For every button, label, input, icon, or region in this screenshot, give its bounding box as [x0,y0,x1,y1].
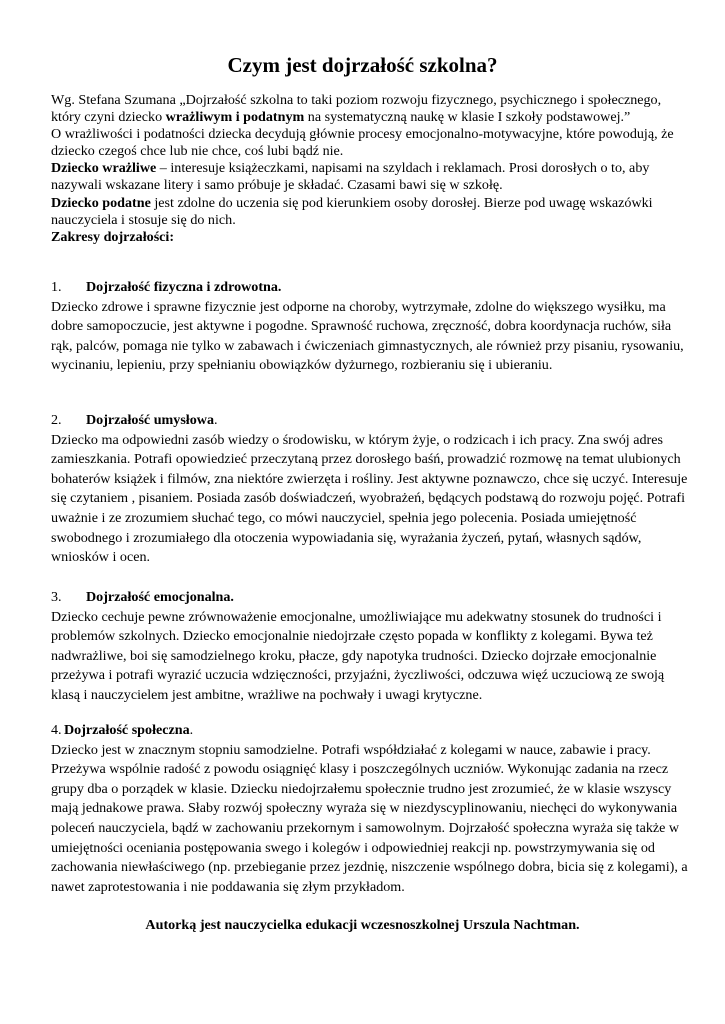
section-number: 1. [51,279,62,295]
section-emotional [51,588,691,706]
receptive-child-desc: jest zdolne do uczenia się pod kierunkiem osoby dorosłej. Bierze pod uwagę wskazówki nauczyciela i stosuje się do nich. [51,194,653,228]
section-physical [51,278,691,376]
section-heading-text: Dojrzałość emocjonalna. [86,589,234,605]
section-mental [51,411,691,568]
section-heading-text: Dojrzałość fizyczna i zdrowotna. [86,279,282,295]
sensitive-child-desc: – interesuje książeczkami, napisami na szyldach i reklamach. Prosi dorosłych o to, aby nazywali wskazane litery i samo próbuje je składać. Czasami bawi się w szkołę. [51,160,650,194]
section-number: 4. [51,722,62,738]
intro-block [51,92,691,246]
section-number: 3. [51,589,62,605]
section-body: Dziecko ma odpowiedni zasób wiedzy o środowisku, w którym żyje, o rodzicach i ich pracy. Zna swój adres zamieszkania. Potrafi opowiedzieć przeczytaną przez dorosłego baśń, prowadzić rozmowę na temat ulubionych bohaterów książek i filmów, zna niektóre zwierzęta i rośliny. Jest aktywne poznawczo, chce się uczyć. Interesuje się czytaniem , pisaniem. Posiada zasób doświadczeń, wyobrażeń, będących podstawą do rozwoju pojęć. Potrafi uważnie i ze zrozumiem słuchać tego, co mówi nauczyciel, spełnia jego polecenia. Posiada umiejętność swobodnego i zrozumiałego dla otoczenia wypowiadania się, wyrażania życzeń, pytań, własnych sądów, wniosków i ocen. [51,431,688,566]
sensitive-child-term: Dziecko wrażliwe [51,160,157,177]
section-heading [51,278,691,298]
section-heading-suffix: . [189,722,194,738]
intro-receptive-child [51,195,691,229]
receptive-child-term: Dziecko podatne [51,194,151,211]
intro-processes: O wrażliwości i podatności dziecka decydują głównie procesy emocjonalno-motywacyjne, które powodują, że dziecko czegoś chce lub nie chce, coś lubi bądź nie. [51,126,674,160]
section-heading-suffix: . [214,412,218,428]
section-heading [51,721,691,741]
intro-definition-end: na systematyczną naukę w klasie I szkoły podstawowej.” [304,109,631,126]
section-heading-text: Dojrzałość społeczna [64,722,190,738]
section-heading-text: Dojrzałość umysłowa [86,412,214,428]
section-heading [51,588,691,608]
section-heading [51,411,691,431]
ranges-heading [51,229,691,246]
intro-definition-emphasis: wrażliwym i podatnym [165,109,305,126]
author-footer: Autorką jest nauczycielka edukacji wczesnoszkolnej Urszula Nachtman. [145,917,580,933]
section-body: Dziecko jest w znacznym stopniu samodzielne. Potrafi współdziałać z kolegami w nauce, zabawie i pracy. Przeżywa wspólnie radość z powodu osiągnięć klasy i poszczególnych uczniów. Wykonując zadania na rzecz grupy dba o porządek w klasie. Dziecku niedojrzałemu społecznie trudno jest zrozumieć, że w klasie wszyscy mają jednakowe prawa. Słaby rozwój społeczny wyraża się w niezdyscyplinowaniu, niechęci do wykonywania poleceń nauczyciela, bądź w zachowaniu przekornym i samowolnym. Dojrzałość społeczna wyraża się także w umiejętności oceniania postępowania swego i kolegów i odpowiedniej reakcji np. powstrzymywania się od zachowania niewłaściwego (np. przebieganie przez jezdnię, niszczenie wspólnego dobra, bicia się z kolegami), a nawet zaprotestowania i nie poddawania się złym przykładom. [51,741,688,895]
intro-definition [51,92,691,126]
page-title: Czym jest dojrzałość szkolna? [227,53,498,77]
intro-sensitive-child [51,160,691,194]
section-social [51,721,691,897]
section-body: Dziecko cechuje pewne zrównoważenie emocjonalne, umożliwiające mu adekwatny stosunek do trudności i problemów szkolnych. Dziecko emocjonalnie niedojrzałe często popada w konflikty z kolegami. Bywa też nadwrażliwe, boi się samodzielnego kroku, płacze, gdy napotyka trudności. Dziecko dojrzałe emocjonalnie przeżywa i potrafi wyrazić uczucia wdzięczności, przyjaźni, życzliwości, odczuwa więź uczuciową ze swoją klasą i nauczycielem jest ambitne, wrażliwe na pochwały i uwagi krytyczne. [51,608,665,703]
ranges-heading-text: Zakresy dojrzałości: [51,228,175,245]
intro-definition-start: Wg. Stefana Szumana „Dojrzałość szkolna to taki poziom rozwoju fizycznego, psychicznego i społecznego, który czyni dziecko [51,92,662,126]
section-body: Dziecko zdrowe i sprawne fizycznie jest odporne na choroby, wytrzymałe, zdolne do większego wysiłku, ma dobre samopoczucie, jest aktywne i pogodne. Sprawność ruchowa, zręczność, dobra koordynacja ruchów, siła rąk, palców, pomaga nie tylko w zabawach i ćwiczeniach gimnastycznych, ale również przy pisaniu, rysowaniu, wycinaniu, lepieniu, przy spełnianiu obowiązków dyżurnego, rozbieraniu się i ubieraniu. [51,298,684,374]
section-number: 2. [51,412,62,428]
